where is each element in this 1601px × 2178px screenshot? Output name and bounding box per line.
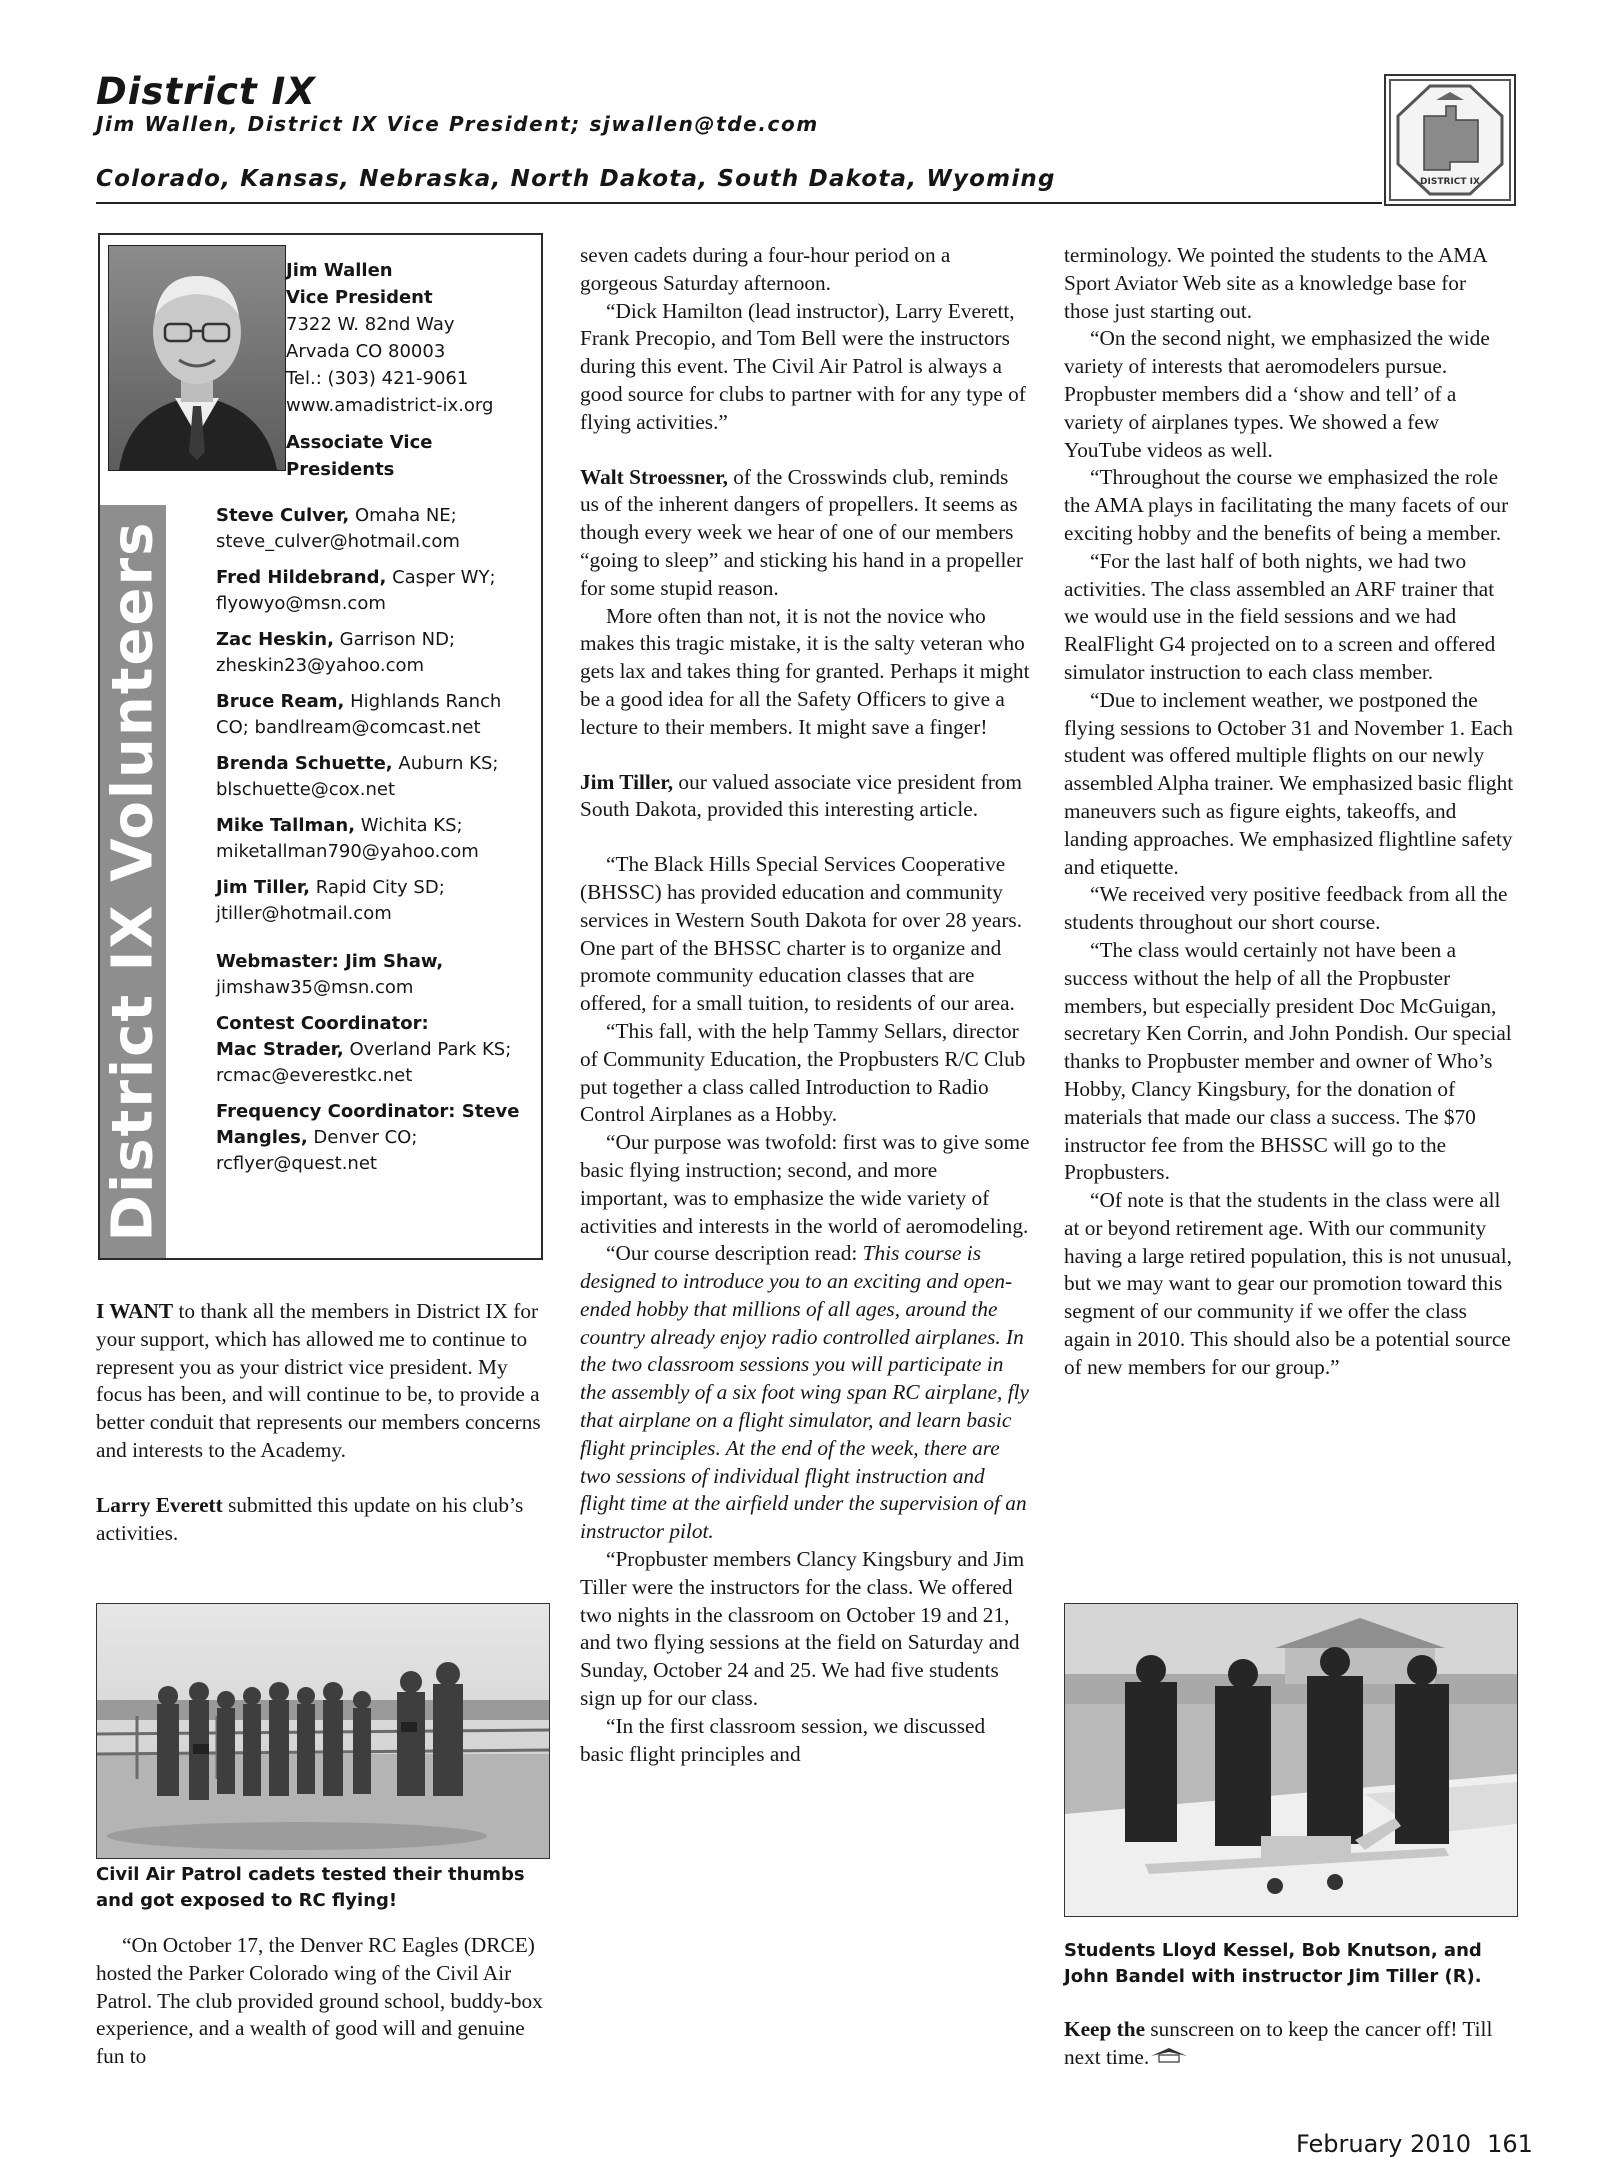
paragraph: Walt Stroessner, of the Crosswinds club, reminds us of the inherent dangers of propellers. It seems as though every week we hear of one of our members “going to sleep” and sticking his hand in a propeller for some stupid reason. [580,464,1023,600]
district-logo [1384,74,1516,206]
district-title: District IX [96,70,316,113]
volunteers-band-title: District IX Volunteers [100,520,166,1242]
volunteer-entry: Jim Tiller, Rapid City SD; jtiller@hotmail.com [216,877,445,924]
paragraph: “This fall, with the help Tammy Sellars, director of Community Education, the Propbusters R/C Club put together a class called Introduction to Radio Control Airplanes as a Hobby. [580,1018,1026,1127]
column-2 [580,242,1030,1768]
column-3 [1064,242,1514,1382]
vp-contact [286,257,526,483]
issue-date: February 2010 [1296,2130,1472,2158]
paragraph: “In the first classroom session, we discussed basic flight principles and [580,1713,986,1766]
vp-title: Vice President [286,287,433,308]
vp-name: Jim Wallen [286,260,393,281]
paragraph: “Throughout the course we emphasized the role the AMA plays in facilitating the many facets of our exciting hobby and the benefits of being a member. [1064,465,1509,545]
vp-website: www.amadistrict-ix.org [286,395,494,416]
frequency-coordinator-entry: Frequency Coordinator: Steve Mangles, Denver CO; rcflyer@quest.net [216,1101,520,1174]
photo-caption: Civil Air Patrol cadets tested their thumbs and got exposed to RC flying! [96,1864,525,1911]
paragraph: “On the second night, we emphasized the wide variety of interests that aeromodelers pursue. Propbuster members did a ‘show and tell’ of a variety of airplanes types. We showed a few YouTube videos as well. [1064,326,1490,462]
paragraph: “The class would certainly not have been a success without the help of all the Propbuster members, but especially president Doc McGuigan, secretary Ken Corrin, and John Pondish. Our special thanks to Propbuster member and owner of Who’s Hobby, Clancy Kingsbury, for the donation of materials that made our class a success. The $70 instructor fee from the BHSSC will go to the Propbusters. [1064,937,1512,1185]
volunteer-entry: Zac Heskin, Garrison ND; zheskin23@yahoo.com [216,629,456,676]
paragraph: “Due to inclement weather, we postponed the flying sessions to October 31 and November 1. Each student was offered multiple flights on our newly assembled Alpha trainer. We emphasized basic flight maneuvers such as figure eights, takeoffs, and landing approaches. We emphasized flightline safety and etiquette. [1064,687,1514,879]
volunteer-list [216,503,536,1187]
vp-address-1: 7322 W. 82nd Way [286,314,455,335]
paragraph: “Propbuster members Clancy Kingsbury and Jim Tiller were the instructors for the class. We offered two nights in the classroom on October 19 and 21, and two flying sessions at the field on Saturday and Sunday, October 24 and 25. We had five students sign up for our class. [580,1547,1025,1711]
volunteer-entry: Brenda Schuette, Auburn KS; blschuette@cox.net [216,753,499,800]
paragraph: Larry Everett submitted this update on his club’s activities. [96,1492,524,1545]
district-states: Colorado, Kansas, Nebraska, North Dakota, South Dakota, Wyoming [96,166,1056,192]
page-header [96,70,1496,202]
paragraph: “Our course description read: This course is designed to introduce you to an exciting and open-ended hobby that millions of all ages, around the country already enjoy radio controlled airplanes. In the two classroom sessions you will participate in the assembly of a six foot wing span RC airplane, fly that airplane on a flight simulator, and learn basic flight principles. At the end of the week, there are two sessions of individual flight instruction and flight time at the airfield under the supervision of an instructor pilot. [580,1241,1029,1544]
volunteer-entry: Steve Culver, Omaha NE; steve_culver@hotmail.com [216,505,460,552]
volunteer-entry: Mike Tallman, Wichita KS; miketallman790@yahoo.com [216,815,479,862]
contest-coordinator-entry: Contest Coordinator: Mac Strader, Overland Park KS; rcmac@everestkc.net [216,1013,512,1086]
paragraph: I WANT to thank all the members in District IX for your support, which has allowed me to continue to represent you as your district vice president. My focus has been, and will continue to be, to provide a better conduit that represents our members concerns and interests to the Academy. [96,1299,541,1462]
page-footer [1296,2130,1533,2159]
paragraph: terminology. We pointed the students to the AMA Sport Aviator Web site as a knowledge base for those just starting out. [1064,243,1487,323]
vp-portrait-photo [108,245,286,471]
paragraph: “The Black Hills Special Services Cooperative (BHSSC) has provided education and community services in Western South Dakota for over 28 years. One part of the BHSSC charter is to organize and promote community education classes that are offered, for a small tuition, to residents of our area. [580,852,1023,1016]
webmaster-entry: Webmaster: Jim Shaw, jimshaw35@msn.com [216,951,444,998]
column-1-bottom [96,1932,548,2071]
paragraph: “We received very positive feedback from all the students throughout our short course. [1064,882,1508,935]
vp-address-2: Arvada CO 80003 [286,341,446,362]
paragraph: More often than not, it is not the novice who makes this tragic mistake, it is the salty veteran who gets lax and takes thing for granted. Perhaps it might be a good idea for all the Safety Officers to give a lecture to their members. It might save a finger! [580,603,1030,739]
associates-heading: Associate Vice Presidents [286,432,433,480]
page-number: 161 [1487,2130,1533,2158]
paragraph: Jim Tiller, our valued associate vice president from South Dakota, provided this interesting article. [580,769,1022,822]
paragraph: “For the last half of both nights, we had two activities. The class assembled an ARF trainer that we would use in the field sessions and we had RealFlight G4 projected on to a screen and offered simulator instruction to each class member. [1064,548,1496,684]
vice-president-line: Jim Wallen, District IX Vice President; sjwallen@tde.com [96,112,819,136]
volunteer-entry: Bruce Ream, Highlands Ranch CO; bandlream@comcast.net [216,691,502,738]
column-1-top [96,1298,546,1547]
photo-caption: Students Lloyd Kessel, Bob Knutson, and John Bandel with instructor Jim Tiller (R). [1064,1940,1482,1987]
closing-paragraph: Keep the sunscreen on to keep the cancer off! Till next time. [1064,2017,1493,2069]
ama-end-mark-icon [1149,2046,1189,2064]
ama-district-ix-logo-icon [1386,76,1514,204]
svg-text:DISTRICT IX: DISTRICT IX [1420,177,1480,187]
volunteer-entry: Fred Hildebrand, Casper WY; flyowyo@msn.com [216,567,496,614]
paragraph: “Dick Hamilton (lead instructor), Larry Everett, Frank Precopio, and Tom Bell were the instructors during this event. The Civil Air Patrol is always a good source for clubs to partner with for any type of flying activities.” [580,298,1026,434]
paragraph: seven cadets during a four-hour period on a gorgeous Saturday afternoon. [580,243,951,295]
volunteers-sidebar [98,233,543,1260]
paragraph: “Of note is that the students in the class were all at or beyond retirement age. With our community having a large retired population, this is not unusual, but we may want to gear our promotion toward this segment of our community if we offer the class again in 2010. This should also be a potential source of new members for our group.” [1064,1188,1512,1379]
paragraph: “Our purpose was twofold: first was to give some basic flying instruction; second, and more important, was to emphasize the wide variety of activities and interests in the world of aeromodeling. [580,1130,1030,1238]
volunteers-band [100,505,166,1258]
header-divider [96,202,1382,204]
paragraph: “On October 17, the Denver RC Eagles (DRCE) hosted the Parker Colorado wing of the Civil Air Patrol. The club provided ground school, buddy-box experience, and a wealth of good will and genuine fun to [96,1933,543,2069]
students-with-instructor-photo [1064,1603,1518,1917]
vp-phone: Tel.: (303) 421-9061 [286,368,469,389]
civil-air-patrol-photo [96,1603,550,1859]
